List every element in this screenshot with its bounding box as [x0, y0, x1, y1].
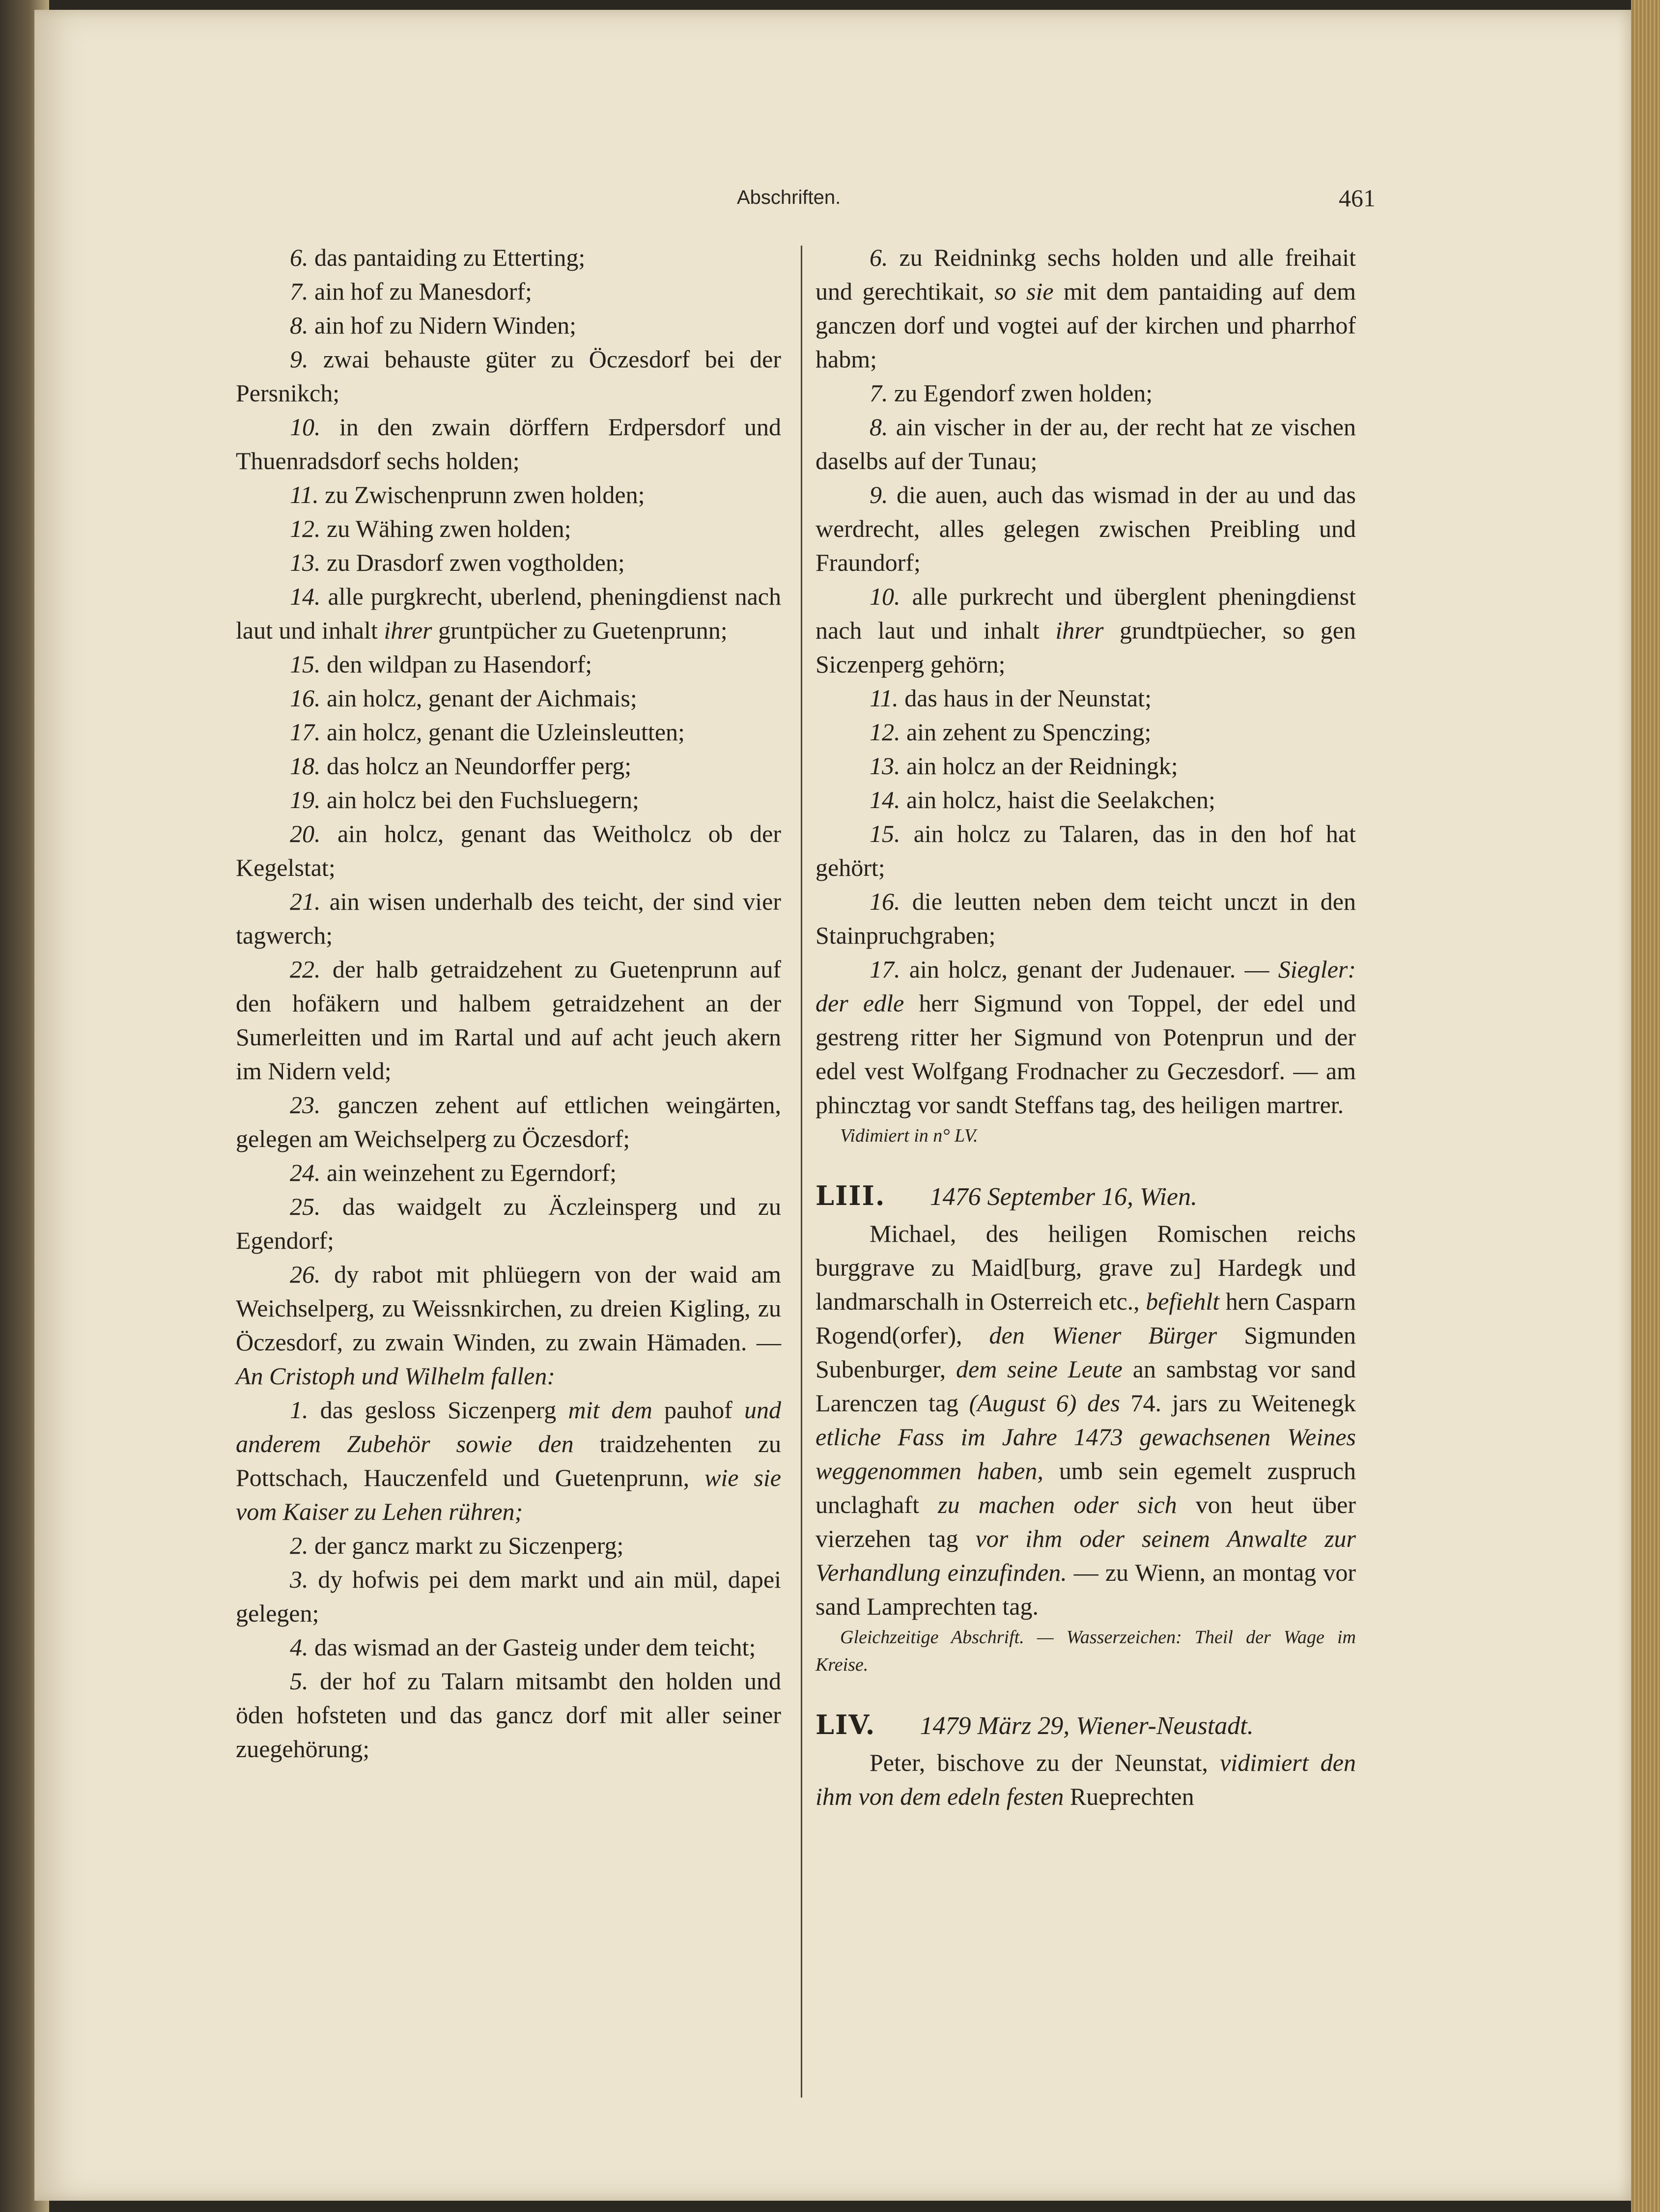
right-column [816, 241, 1356, 1814]
list-item: 7. ain hof zu Manesdorf; [290, 278, 532, 305]
section-body-liii: Michael, des heiligen Romischen reichs burggrave zu Maid[burg, grave zu] Hardegk und landmarschalh in Osterreich etc., befiehlt hern Casparn Rogend(orfer), den Wiener Bürger Sigmunden Subenburger, dem seine Leute an sambstag vor sand Larenczen tag (August 6) des 74. jars zu Weitenegk etliche Fass im Jahre 1473 gewachsenen Weines weggenommen haben, umb sein egemelt zuspruch unclaghaft zu machen oder sich von heut über vierzehen tag vor ihm oder seinem Anwalte zur Verhandlung einzufinden. — zu Wienn, an montag vor sand Lamprechten tag. [816, 1220, 1356, 1620]
list-item: 19. ain holcz bei den Fuchsluegern; [290, 786, 639, 813]
page-edge [1631, 0, 1660, 2212]
list-item: 26. dy rabot mit phlüegern von der waid am Weichselperg, zu Weissnkirchen, zu dreien Kigling, zu Öczesdorf, zu zwain Winden, zu zwain Hämaden. — An Cristoph und Wilhelm fallen: [236, 1260, 781, 1390]
list-item: 7. zu Egendorf zwen holden; [870, 379, 1153, 407]
list-item: 17. ain holcz, genant die Uzleinsleutten; [290, 718, 685, 746]
list-item: 6. zu Reidninkg sechs holden und alle freihait und gerechtikait, so sie mit dem pantaiding auf dem ganczen dorf und vogtei auf der kirchen und pharrhof habm; [816, 244, 1356, 373]
list-item: 15. ain holcz zu Talaren, das in den hof hat gehört; [816, 820, 1356, 881]
list-item: 8. ain hof zu Nidern Winden; [290, 311, 577, 339]
list-item: 12. zu Wähing zwen holden; [290, 515, 571, 542]
list-item: 17. ain holcz, genant der Judenauer. — Siegler: der edle herr Sigmund von Toppel, der edel und gestreng ritter her Sigmund von Potenprun und der edel vest Wolfgang Frodnacher zu Geczesdorf. — am phincztag vor sandt Steffans tag, des heiligen martrer. [816, 955, 1356, 1119]
list-item: 3. dy hofwis pei dem markt und ain mül, dapei gelegen; [236, 1566, 781, 1627]
list-item: 8. ain vischer in der au, der recht hat ze vischen daselbs auf der Tunau; [816, 413, 1356, 475]
list-item: 10. in den zwain dörffern Erdpersdorf und Thuenradsdorf sechs holden; [236, 413, 781, 475]
source-note: Gleichzeitige Abschrift. — Wasserzeichen: Theil der Wage im Kreise. [816, 1627, 1356, 1675]
list-item: 15. den wildpan zu Hasendorf; [290, 650, 592, 678]
list-item: 1. das gesloss Siczenperg mit dem pauhof und anderem Zubehör sowie den traidzehenten zu Pottschach, Hauczenfeld und Guetenprunn, wie sie vom Kaiser zu Lehen rühren; [236, 1396, 782, 1525]
list-item: 23. ganczen zehent auf ettlichen weingärten, gelegen am Weichselperg zu Öczesdorf; [236, 1091, 781, 1152]
list-item: 16. ain holcz, genant der Aichmais; [290, 684, 637, 712]
left-column [236, 241, 781, 1766]
list-item: 25. das waidgelt zu Äczleinsperg und zu Egendorf; [236, 1193, 781, 1254]
list-item: 4. das wismad an der Gasteig under dem teicht; [290, 1633, 756, 1661]
list-item: 11. das haus in der Neunstat; [870, 684, 1152, 712]
list-item: 24. ain weinzehent zu Egerndorf; [290, 1159, 617, 1186]
section-body-liv: Peter, bischove zu der Neunstat, vidimiert den ihm von dem edeln festen Rueprechten [816, 1749, 1356, 1810]
list-item: 12. ain zehent zu Spenczing; [870, 718, 1152, 746]
list-item: 10. alle purkrecht und überglent pheningdienst nach laut und inhalt ihrer grundtpüecher, so gen Siczenperg gehörn; [816, 583, 1356, 678]
list-item: 22. der halb getraidzehent zu Guetenprunn auf den hofäkern und halbem getraidzehent an der Sumerleitten und im Rartal und auf acht jeuch akern im Nidern veld; [236, 955, 781, 1085]
list-item: 11. zu Zwischenprunn zwen holden; [290, 481, 645, 508]
list-item: 18. das holcz an Neundorffer perg; [290, 752, 632, 780]
list-item: 14. ain holcz, haist die Seelakchen; [870, 786, 1215, 813]
section-heading-liii: LIII. 1476 September 16, Wien. [816, 1180, 1198, 1211]
column-divider [801, 246, 802, 2098]
list-item: 21. ain wisen underhalb des teicht, der sind vier tagwerch; [236, 888, 781, 949]
list-item: 20. ain holcz, genant das Weitholcz ob der Kegelstat; [236, 820, 781, 881]
list-item: 13. zu Drasdorf zwen vogtholden; [290, 549, 625, 576]
running-title: Abschriften. [737, 187, 841, 208]
list-item: 9. die auen, auch das wismad in der au und das werdrecht, alles gelegen zwischen Preibling und Fraundorf; [816, 481, 1356, 576]
list-item: 14. alle purgkrecht, uberlend, pheningdienst nach laut und inhalt ihrer gruntpücher zu Guetenprunn; [236, 583, 781, 644]
list-item: 6. das pantaiding zu Etterting; [290, 244, 586, 271]
section-heading-liv: LIV. 1479 März 29, Wiener-Neustadt. [816, 1709, 1254, 1740]
list-item: 9. zwai behauste güter zu Öczesdorf bei der Persnikch; [236, 345, 781, 407]
list-item: 13. ain holcz an der Reidningk; [870, 752, 1178, 780]
list-item: 16. die leutten neben dem teicht unczt in den Stainpruchgraben; [816, 888, 1356, 949]
list-item: 5. der hof zu Talarn mitsambt den holden und öden hofsteten und das gancz dorf mit aller seiner zuegehörung; [236, 1667, 781, 1763]
page-number: 461 [1339, 184, 1376, 212]
running-header [491, 184, 1376, 221]
source-note: Vidimiert in n° LV. [840, 1125, 978, 1146]
list-item: 2. der gancz markt zu Siczenperg; [290, 1532, 624, 1559]
